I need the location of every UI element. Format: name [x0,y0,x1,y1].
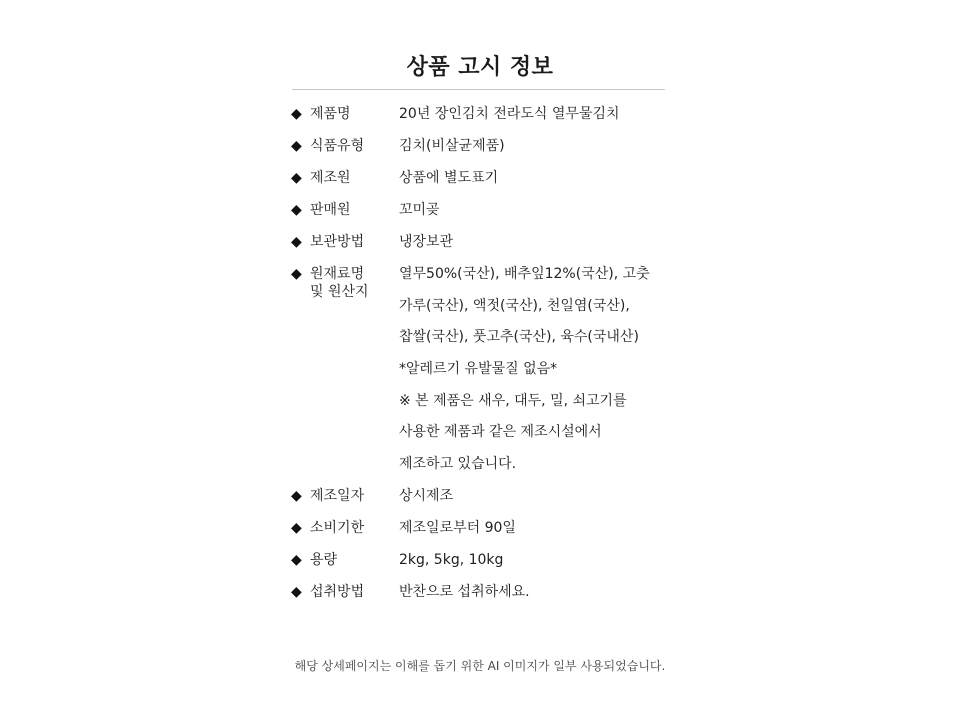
row-label: 소비기한 [310,520,365,537]
diamond-bullet-icon: ◆ [291,138,302,154]
row-label: 섭취방법 [310,584,365,601]
row-value: 상품에 별도표기 [399,170,499,186]
info-row-manufacturer [291,162,711,194]
info-row-ingredients [291,258,711,480]
info-row-expiration [291,512,711,544]
product-info-list [291,98,711,608]
info-row-manufacture-date [291,480,711,512]
row-value: 김치(비살균제품) [399,138,505,154]
row-value-line: ※ 본 제품은 새우, 대두, 밀, 쇠고기를 [399,392,627,409]
diamond-bullet-icon: ◆ [291,202,302,218]
diamond-bullet-icon: ◆ [291,106,302,122]
row-label: 제조일자 [310,488,365,505]
info-row-food-type [291,130,711,162]
row-value: 2kg, 5kg, 10kg [399,552,504,569]
info-row-storage [291,226,711,258]
row-value: 반찬으로 섭취하세요. [399,584,530,601]
diamond-bullet-icon: ◆ [291,234,302,250]
row-label: 제조원 [310,170,351,186]
row-value-line: 가루(국산), 액젓(국산), 천일염(국산), [399,297,630,314]
ai-image-disclaimer: 해당 상세페이지는 이해를 돕기 위한 AI 이미지가 일부 사용되었습니다. [294,659,666,673]
row-value-line: 열무50%(국산), 배추잎12%(국산), 고춧 [399,266,650,282]
row-label: 식품유형 [310,138,365,154]
row-value: 상시제조 [399,488,454,505]
row-value-line: 제조하고 있습니다. [399,456,517,473]
row-value: 꼬미곶 [399,202,440,218]
row-label: 보관방법 [310,234,365,250]
info-row-capacity [291,544,711,576]
diamond-bullet-icon: ◆ [291,170,302,186]
row-label: 제품명 [310,106,351,122]
info-row-product-name [291,98,711,130]
page-title: 상품 고시 정보 [406,55,554,80]
row-value: 냉장보관 [399,234,454,250]
row-value-line: 찹쌀(국산), 풋고추(국산), 육수(국내산) [399,329,639,346]
diamond-bullet-icon: ◆ [291,266,302,282]
diamond-bullet-icon: ◆ [291,520,302,537]
row-label: 용량 [310,552,338,569]
row-label: 원재료명 및 원산지 [310,266,369,300]
diamond-bullet-icon: ◆ [291,488,302,505]
info-row-seller [291,194,711,226]
row-value-line: *알레르기 유발물질 없음* [399,361,558,378]
row-value: 제조일로부터 90일 [399,520,516,537]
diamond-bullet-icon: ◆ [291,552,302,569]
row-label: 판매원 [310,202,351,218]
row-value: 20년 장인김치 전라도식 열무물김치 [399,106,620,122]
title-divider [292,89,665,90]
diamond-bullet-icon: ◆ [291,584,302,601]
row-value-line: 사용한 제품과 같은 제조시설에서 [399,424,602,441]
info-row-intake-method [291,576,711,608]
